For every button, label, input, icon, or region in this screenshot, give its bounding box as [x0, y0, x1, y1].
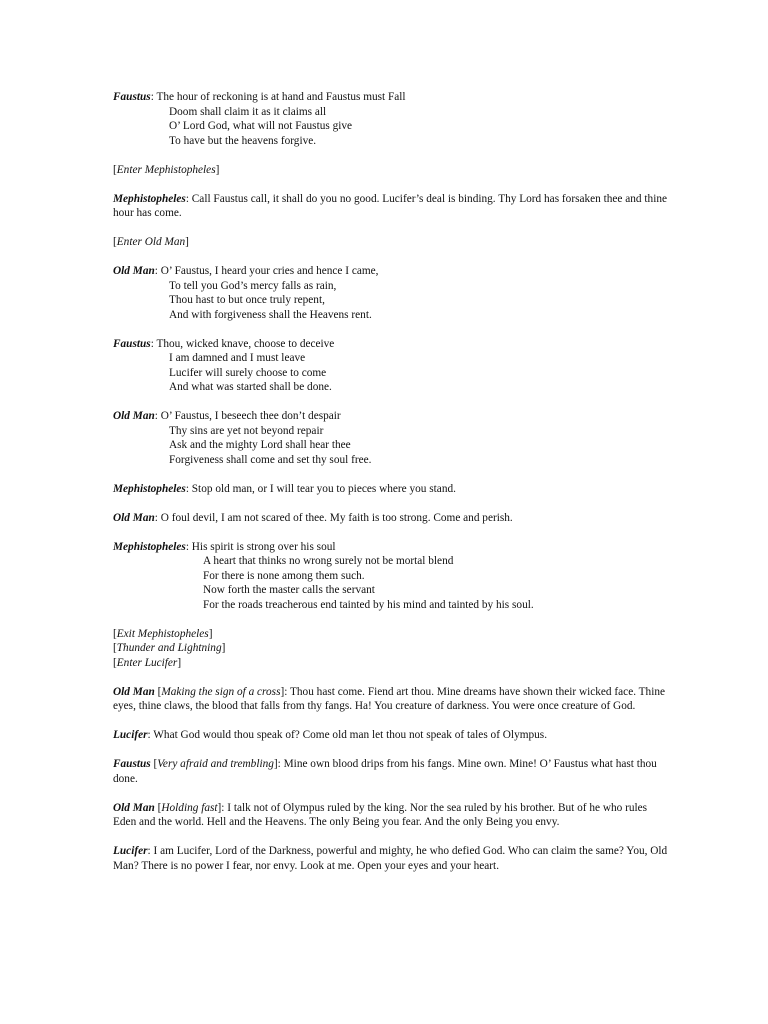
verse-line: Thou hast to but once truly repent,: [169, 294, 325, 306]
verse-line: A heart that thinks no wrong surely not be mortal blend: [203, 555, 454, 567]
speaker-name: Faustus: [113, 91, 151, 103]
dialogue-text: : I am Lucifer, Lord of the Darkness, powerful and mighty, he who defied God. Who can claim the same? You, Old Man? There is no power I fear, nor envy. Look at me. Open your eyes and your heart.: [113, 845, 668, 872]
speaker-name: Mephistopheles: [113, 540, 186, 553]
dialogue-faustus-1: [113, 90, 668, 148]
dialogue-text: : What God would thou speak of? Come old man let thou not speak of tales of Olympus.: [147, 729, 548, 741]
speaker-name: Mephistopheles: [113, 192, 186, 205]
speaker-name: Old Man: [113, 801, 155, 814]
dialogue-faustus-2: [113, 337, 668, 395]
verse-line: For the roads treacherous end tainted by his mind and tainted by his soul.: [203, 598, 534, 611]
verse-line: To have but the heavens forgive.: [169, 134, 317, 147]
stage-direction: [Thunder and Lightning]: [113, 642, 226, 654]
verse-line: Now forth the master calls the servant: [203, 584, 375, 596]
verse-line: I am damned and I must leave: [169, 352, 306, 364]
dialogue-old-man-3: [113, 511, 668, 526]
dialogue-old-man-1: [113, 264, 668, 322]
dialogue-text: : Thou hast come. Fiend art thou. Mine dreams have shown their wicked face. Thine eyes, thine claws, the blood that falls from thy fangs. Ha! You creature of darkness. You were once creature of God.: [113, 685, 666, 712]
dialogue-old-man-4: Old Man [Making the sign of a cross]: Thou hast come. Fiend art thou. Mine dreams have shown their wicked face. Thine eyes, thine claws, the blood that falls from thy fangs. Ha! You creature of darkness. You were once creature of God.: [113, 685, 666, 712]
verse-line: Thy sins are yet not beyond repair: [169, 424, 324, 437]
verse-line: Forgiveness shall come and set thy soul free.: [169, 453, 372, 466]
verse-line: O’ Lord God, what will not Faustus give: [169, 120, 353, 132]
verse-line: Ask and the mighty Lord shall hear thee: [169, 439, 351, 451]
dialogue-text: : O foul devil, I am not scared of thee. My faith is too strong. Come and perish.: [154, 511, 513, 524]
speaker-name: Old Man: [113, 685, 155, 698]
verse-line: : O’ Faustus, I beseech thee don’t despair: [154, 410, 341, 422]
stage-direction-inline: Very afraid and trembling: [157, 758, 274, 770]
stage-direction: [Enter Mephistopheles]: [113, 163, 220, 176]
verse-line: : The hour of reckoning is at hand and Faustus must Fall: [150, 91, 406, 103]
dialogue-faustus-3: Faustus [Very afraid and trembling]: Mine own blood drips from his fangs. Mine own. Mine! O’ Faustus what hast thou done.: [113, 758, 657, 785]
stage-direction: [Enter Old Man]: [113, 236, 189, 248]
speaker-name: Old Man: [113, 410, 155, 422]
verse-line: To tell you God’s mercy falls as rain,: [169, 279, 337, 292]
verse-line: Doom shall claim it as it claims all: [169, 105, 327, 118]
stage-direction: [Enter Lucifer]: [113, 656, 182, 669]
verse-line: And with forgiveness shall the Heavens rent.: [169, 308, 372, 321]
dialogue-lucifer-2: [113, 844, 668, 873]
dialogue-old-man-5: Old Man [Holding fast]: I talk not of Olympus ruled by the king. Nor the sea ruled by his brother. But of he who rules Eden and the world. Hell and the Heavens. The only Being you fear. And the only Being you envy.: [113, 801, 648, 828]
dialogue-mephistopheles-2: [113, 482, 668, 497]
speaker-name: Faustus: [113, 337, 151, 350]
verse-line: : O’ Faustus, I heard your cries and hence I came,: [154, 265, 379, 277]
stage-directions-group: [113, 627, 668, 671]
verse-line: Lucifer will surely choose to come: [169, 366, 327, 379]
verse-line: For there is none among them such.: [203, 569, 365, 582]
verse-line: : Thou, wicked knave, choose to deceive: [150, 337, 335, 350]
dialogue-text: : Mine own blood drips from his fangs. Mine own. Mine! O’ Faustus what hast thou done.: [113, 758, 657, 785]
stage-direction-inline: Making the sign of a cross: [161, 685, 281, 698]
dialogue-lucifer-1: [113, 728, 668, 743]
dialogue-mephistopheles-3: [113, 540, 668, 613]
dialogue-old-man-2: [113, 409, 668, 467]
stage-direction: [Exit Mephistopheles]: [113, 627, 213, 640]
dialogue-text: : I talk not of Olympus ruled by the king. Nor the sea ruled by his brother. But of he who rules Eden and the world. Hell and the Heavens. The only Being you fear. And the only Being you envy.: [113, 801, 648, 828]
verse-line: And what was started shall be done.: [169, 381, 332, 393]
speaker-name: Faustus: [113, 758, 151, 770]
speaker-name: Old Man: [113, 511, 155, 524]
speaker-name: Old Man: [113, 265, 155, 277]
dialogue-text: : Stop old man, or I will tear you to pieces where you stand.: [185, 482, 456, 495]
dialogue-text: : Call Faustus call, it shall do you no good. Lucifer’s deal is binding. Thy Lord has forsaken thee and thine hour has come.: [113, 192, 667, 219]
stage-direction-inline: Holding fast: [161, 801, 218, 814]
dialogue-mephistopheles-1: [113, 192, 668, 221]
speaker-name: Lucifer: [113, 845, 148, 857]
speaker-name: Mephistopheles: [113, 482, 186, 495]
speaker-name: Lucifer: [113, 729, 148, 741]
verse-line: : His spirit is strong over his soul: [185, 540, 336, 553]
